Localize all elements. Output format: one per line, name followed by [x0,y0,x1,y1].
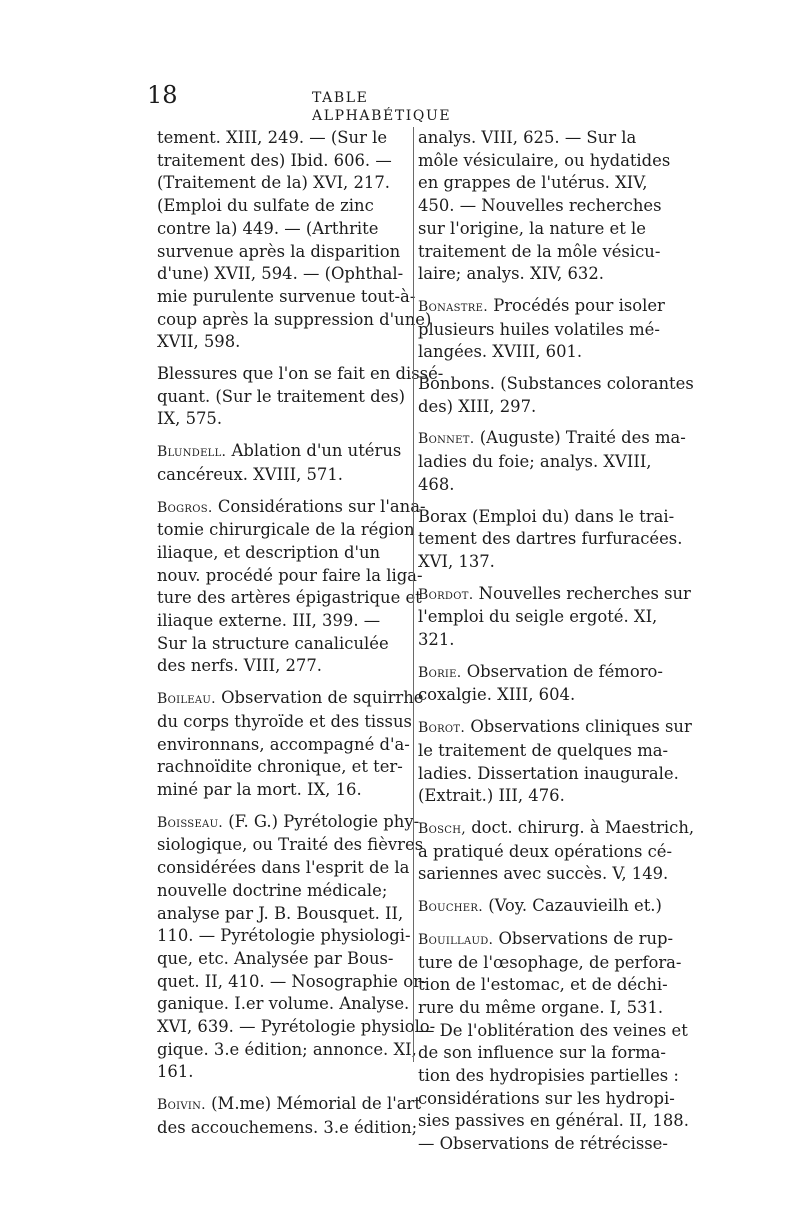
entry-line [157,496,426,520]
entry-line: analys. VIII, 625. — Sur la [418,128,637,147]
entry-text: Considérations sur l'ana- [217,496,426,516]
entry-line: 110. — Pyrétologie physiologi- [157,926,411,946]
entry-line: analyse par J. B. Bousquet. II, [157,903,404,923]
entry-text: Observation de fémoro- [466,661,663,681]
running-title: TABLE ALPHABÉTIQUE [312,90,452,124]
author-name: Bosch, [418,820,466,837]
index-entry [418,506,683,574]
index-column-right [413,127,695,1154]
author-name: Blundell. [157,444,227,461]
page-number: 18 [147,81,178,109]
author-name: Bonnet. [418,431,475,448]
entry-line [418,583,691,607]
entry-text: Procédés pour isoler [493,295,665,315]
entry-line [418,661,669,685]
entry-line [157,811,420,835]
entry-line: d'une) XVII, 594. — (Ophthal- [157,264,404,284]
index-entry [418,661,669,707]
entry-line: nouv. procédé pour faire la liga- [157,565,423,585]
entry-line: considérations sur les hydropi- [418,1088,675,1108]
entry-line: iliaque externe. III, 399. — [157,611,381,631]
entry-line: 450. — Nouvelles recherches [418,196,662,216]
entry-line: IX, 575. [157,409,223,429]
author-name: Boucher. [418,899,483,916]
entry-text: Ablation d'un utérus [231,441,402,461]
entry-line: du corps thyroïde et des tissus [157,711,412,731]
author-name: Bordot. [418,586,474,603]
entry-line: nouvelle doctrine médicale; [157,880,388,900]
entry-line: le traitement de quelques ma- [418,740,669,760]
index-entry [157,127,432,354]
index-entry [157,363,444,431]
index-entry [418,928,689,1156]
entry-line: Blessures que l'on se fait en dissé- [157,364,444,384]
entry-text: (Voy. Cazauvieilh et.) [488,896,662,916]
entry-text: doct. chirurg. à Maestrich, [471,817,695,837]
entry-text: Nouvelles recherches sur [478,583,691,603]
entry-line: Sur la structure canaliculée [157,633,389,653]
entry-line: mie purulente survenue tout-à- [157,286,416,306]
entry-line: XVI, 137. [418,551,495,571]
index-entry [418,817,695,886]
entry-line: des accouchemens. 3.e édition; [157,1117,418,1137]
entry-line: coxalgie. XIII, 604. [418,685,576,705]
entry-line: de son influence sur la forma- [418,1043,666,1063]
entry-line: (Traitement de la) XVI, 217. [157,173,390,193]
index-entry [157,496,426,679]
entry-text: (F. G.) Pyrétologie phy- [228,811,420,831]
author-name: Bogros. [157,499,213,516]
entry-line: ladies. Dissertation inaugurale. [418,763,679,783]
entry-line: XVII, 598. [157,332,241,352]
entry-line [157,440,402,464]
entry-line: sur l'origine, la nature et le [418,218,646,238]
entry-text: (M.me) Mémorial de l'art [211,1094,421,1114]
entry-line: en grappes de l'utérus. XIV, [418,173,648,193]
entry-line: laire; analys. XIV, 632. [418,264,604,284]
entry-line: des nerfs. VIII, 277. [157,656,322,676]
entry-line: sariennes avec succès. V, 149. [418,864,669,884]
entry-line: miné par la mort. IX, 16. [157,779,362,799]
author-name: Boisseau. [157,814,224,831]
index-entry [418,373,694,418]
entry-line: gique. 3.e édition; annonce. XI, [157,1039,417,1059]
entry-line: considérées dans l'esprit de la [157,858,410,878]
entry-line [418,295,669,319]
author-name: Bonastre. [418,298,488,315]
author-name: Bouillaud. [418,931,494,948]
entry-line [418,817,695,841]
author-name: Borot. [418,720,466,737]
entry-line: coup après la suppression d'une) [157,309,432,329]
index-entry [157,687,424,802]
entry-line: — Observations de rétrécisse- [418,1134,668,1154]
author-name: Borie. [418,664,462,681]
entry-line: môle vésiculaire, ou hydatides [418,150,671,170]
index-entry [157,1093,421,1139]
entry-line [157,687,424,711]
entry-line: — De l'oblitération des veines et [418,1020,688,1040]
entry-line: (Extrait.) III, 476. [418,786,565,806]
entry-line: contre la) 449. — (Arthrite [157,218,379,238]
entry-line [418,716,692,740]
entry-line: que, etc. Analysée par Bous- [157,948,394,968]
entry-line: ture des artères épigastrique et [157,588,422,608]
entry-line: XVI, 639. — Pyrétologie physiolo- [157,1017,436,1037]
entry-text: Observation de squirrhe [221,688,424,708]
entry-line: rure du même organe. I, 531. [418,997,664,1017]
entry-text: Observations cliniques sur [470,717,692,737]
entry-line: sies passives en général. II, 188. [418,1111,689,1131]
entry-line: langées. XVIII, 601. [418,342,583,362]
index-entry [418,295,669,364]
entry-line: quet. II, 410. — Nosographie or- [157,971,427,991]
entry-line: cancéreux. XVIII, 571. [157,464,343,484]
index-entry [418,895,669,919]
entry-line: tomie chirurgicale de la région [157,520,415,540]
author-name: Boileau. [157,691,216,708]
index-entry [157,440,402,486]
entry-line: siologique, ou Traité des fièvres [157,835,424,855]
entry-line: 468. [418,474,455,494]
entry-line: ganique. I.er volume. Analyse. [157,994,410,1014]
entry-line: tement des dartres furfuracées. [418,529,683,549]
entry-line: 161. [157,1062,194,1082]
entry-line: survenue après la disparition [157,241,401,261]
entry-line: rachnoïdite chronique, et ter- [157,757,403,777]
entry-line: traitement de la môle vésicu- [418,241,661,261]
entry-text: (Auguste) Traité des ma- [479,428,686,448]
index-entry [418,716,692,808]
index-entry [418,127,669,286]
entry-line: 321. [418,630,455,650]
entry-line: plusieurs huiles volatiles mé- [418,319,660,339]
entry-line [418,895,669,919]
index-entry [157,811,436,1084]
index-entry [418,427,686,496]
entry-line: a pratiqué deux opérations cé- [418,841,673,861]
entry-line: ture de l'œsophage, de perfora- [418,952,682,972]
entry-line: iliaque, et description d'un [157,542,381,562]
entry-line: traitement des) Ibid. 606. — [157,150,392,170]
entry-line: (Emploi du sulfate de zinc [157,196,374,216]
entry-line: Borax (Emploi du) dans le trai- [418,506,675,526]
entry-line: tement. XIII, 249. — (Sur le [157,128,388,147]
entry-line [157,1093,421,1117]
index-entry [418,583,691,652]
entry-text: Observations de rup- [498,928,674,948]
entry-line: quant. (Sur le traitement des) [157,386,406,406]
entry-line: environnans, accompagné d'a- [157,734,410,754]
entry-line: ladies du foie; analys. XVIII, [418,452,652,472]
entry-line: tion des hydropisies partielles : [418,1066,679,1086]
entry-line: des) XIII, 297. [418,396,537,416]
entry-line: l'emploi du seigle ergoté. XI, [418,607,658,627]
entry-line: Bonbons. (Substances colorantes [418,374,694,394]
entry-line [418,427,686,451]
entry-line [418,928,674,952]
entry-line: tion de l'estomac, et de déchi- [418,975,668,995]
author-name: Boivin. [157,1097,206,1114]
